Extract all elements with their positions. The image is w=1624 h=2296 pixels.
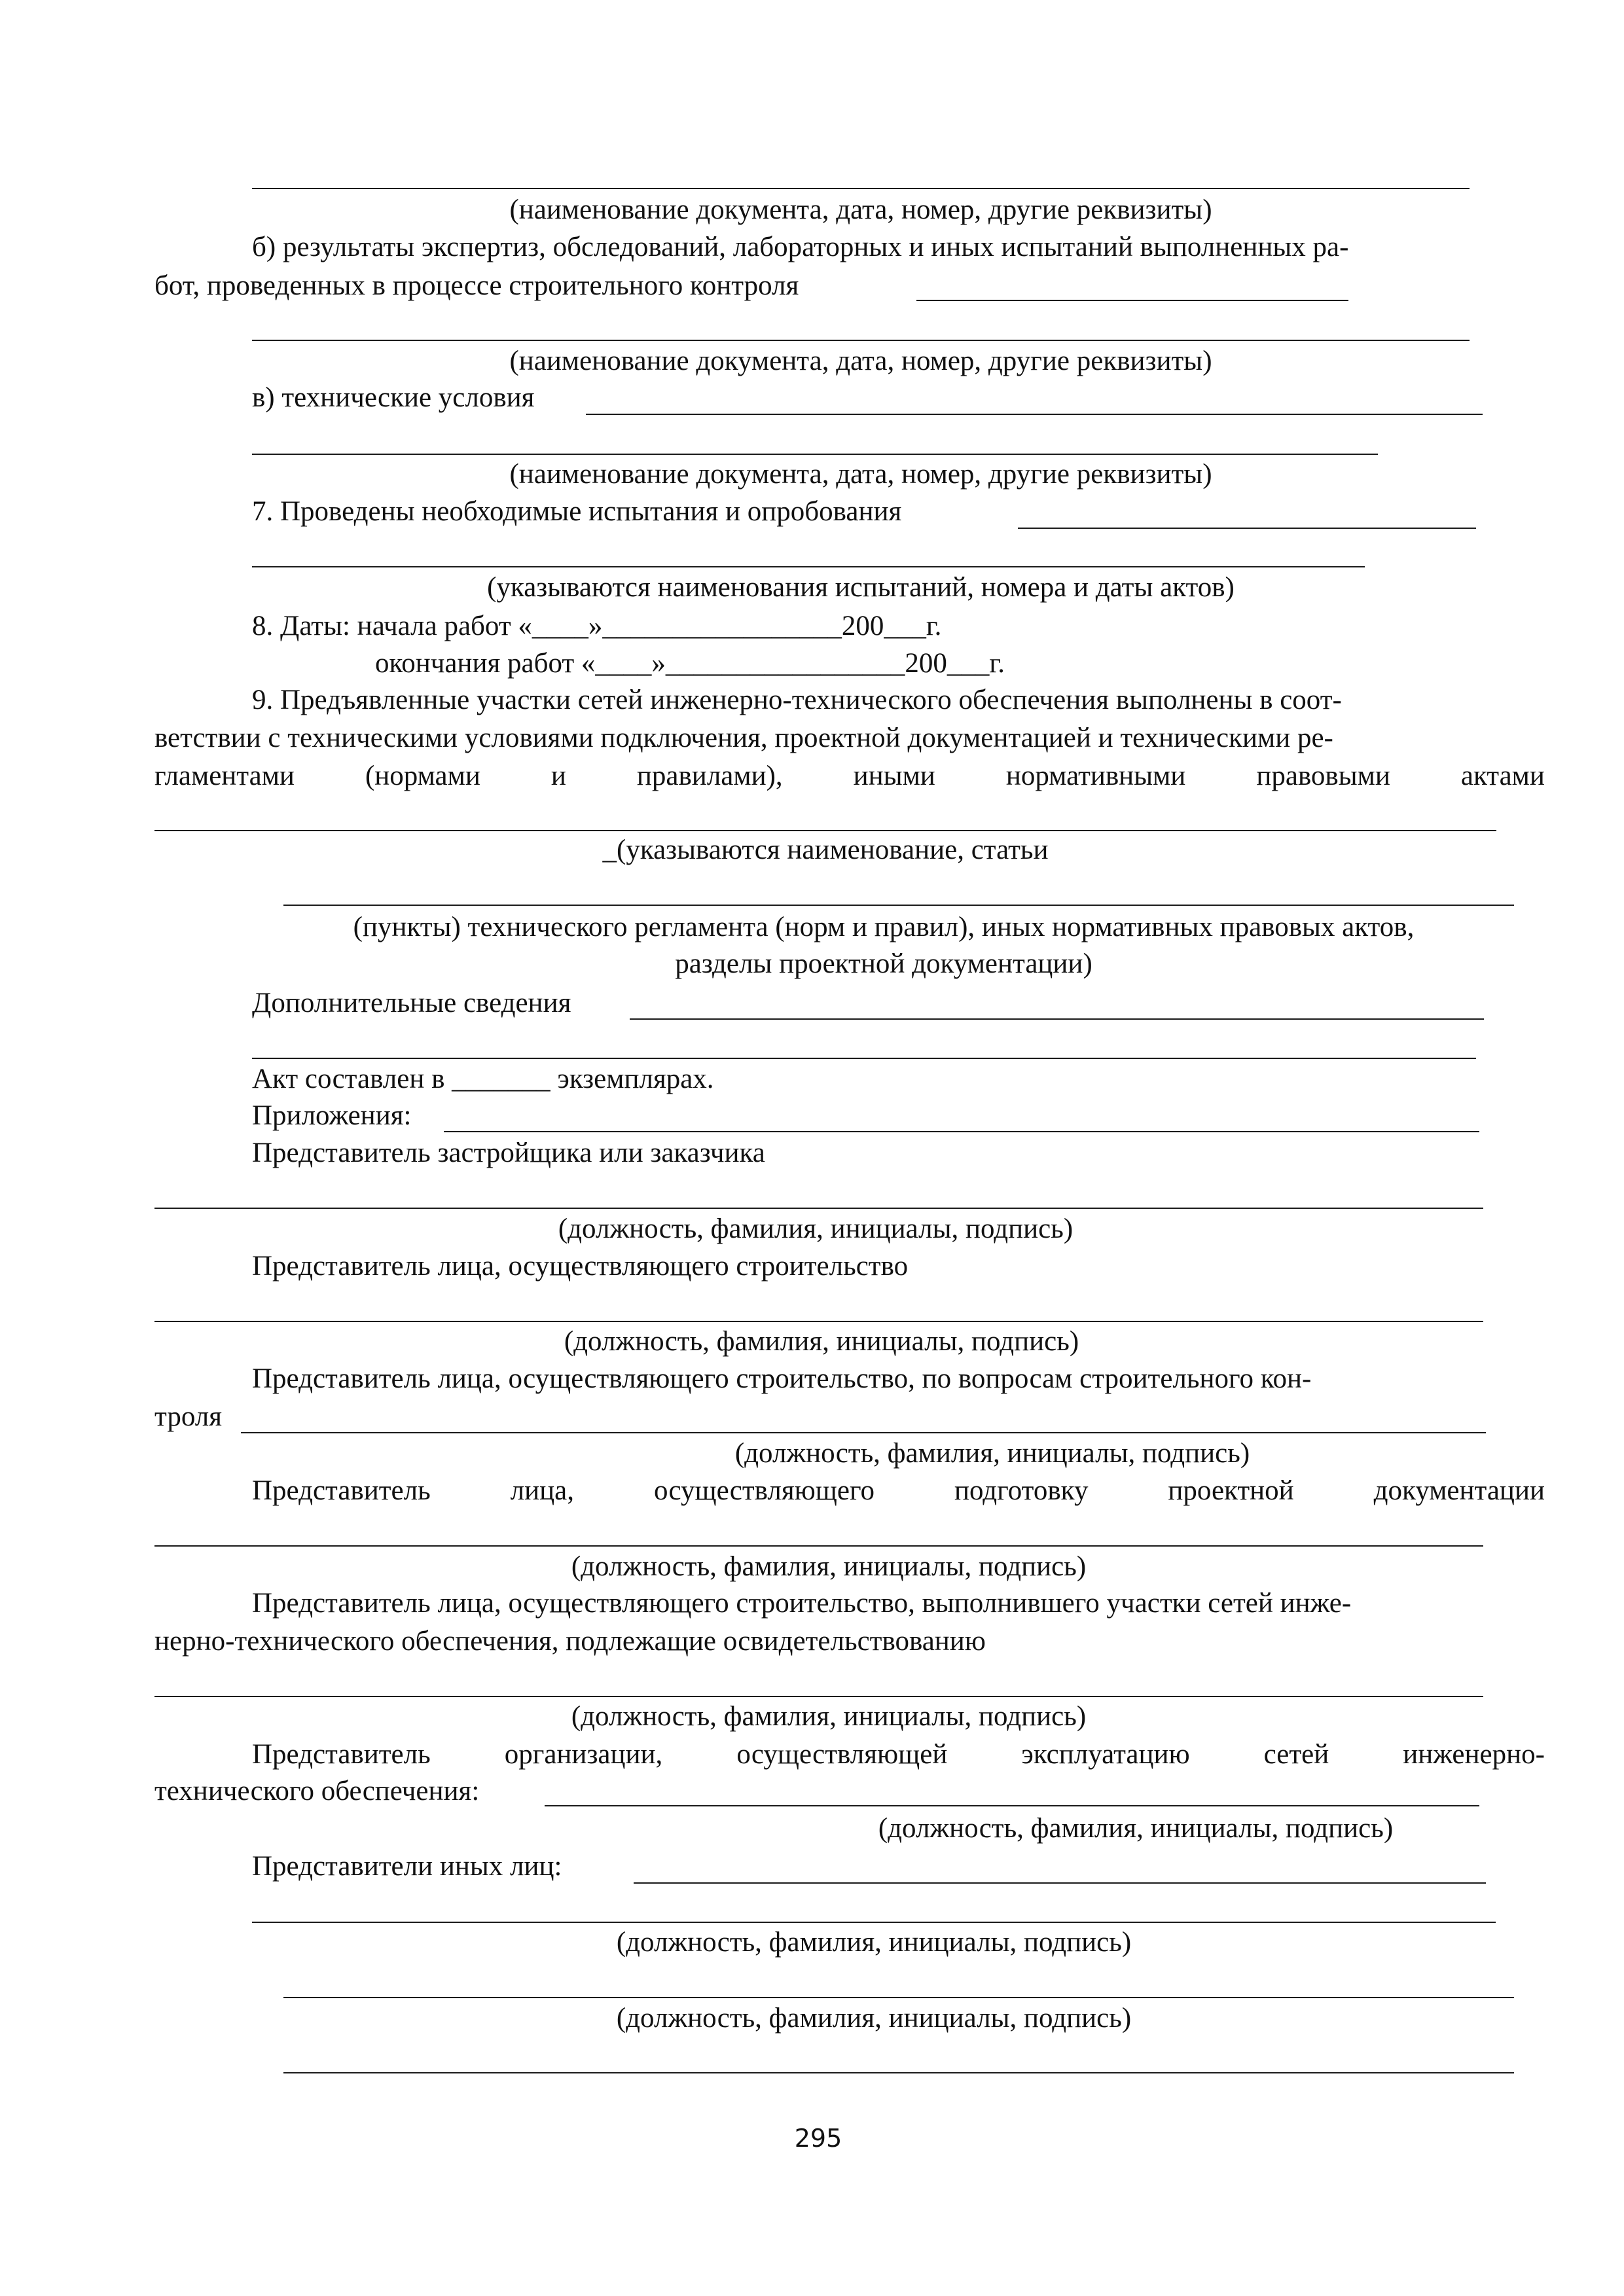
item-v-label: в) технические условия <box>252 382 535 413</box>
item-7-label: 7. Проведены необходимые испытания и опробования <box>252 496 902 527</box>
attachments-label: Приложения: <box>252 1100 412 1131</box>
rep-operator-word: инженерно- <box>1403 1739 1545 1770</box>
act-copies: Акт составлен в _______ экземплярах. <box>252 1064 714 1094</box>
rep-design-word: подготовку <box>954 1475 1089 1506</box>
rep-operator-word: эксплуатацию <box>1021 1739 1190 1770</box>
item-b-line1: б) результаты экспертиз, обследований, лабораторных и иных испытаний выполненных ра- <box>252 232 1349 262</box>
rep-operator-word: Представитель <box>252 1739 431 1770</box>
item-b-line2: бот, проведенных в процессе строительного контроля <box>154 270 799 301</box>
item-9-line3-word: и <box>550 761 566 791</box>
rep-executor-line1: Представитель лица, осуществляющего строительство, выполнившего участки сетей инже- <box>252 1588 1352 1619</box>
fill-line <box>916 300 1348 301</box>
item-9-line3 <box>154 760 1545 793</box>
item-9-line2: ветствии с техническими условиями подключения, проектной документацией и техническими ре- <box>154 723 1333 753</box>
fill-line <box>283 2072 1514 2073</box>
caption-doc-2: (наименование документа, дата, номер, другие реквизиты) <box>509 346 1212 376</box>
rep-design-word: лица, <box>510 1475 574 1506</box>
fill-line <box>154 1696 1483 1697</box>
fill-line <box>630 1018 1484 1020</box>
item-9-line3-word: гламентами <box>154 761 295 791</box>
fill-line <box>444 1131 1479 1132</box>
item-9-line3-word: правовыми <box>1256 761 1390 791</box>
fill-line <box>241 1432 1486 1433</box>
rep-operator-line2: технического обеспечения: <box>154 1776 480 1806</box>
item-9-line3-word: правилами), <box>636 761 783 791</box>
page-number: 295 <box>794 2124 842 2153</box>
rep-operator-word: сетей <box>1263 1739 1329 1770</box>
fill-line <box>154 830 1496 831</box>
fill-line <box>283 1997 1514 1998</box>
rep-design-word: документации <box>1373 1475 1545 1506</box>
rep-customer-label: Представитель застройщика или заказчика <box>252 1138 765 1168</box>
rep-operator-word: осуществляющей <box>736 1739 948 1770</box>
fill-line <box>1018 528 1476 529</box>
rep-design-word: проектной <box>1168 1475 1294 1506</box>
fill-line <box>154 1545 1483 1547</box>
caption-signature-5: (должность, фамилия, инициалы, подпись) <box>571 1701 1087 1732</box>
fill-line <box>252 566 1365 567</box>
fill-line <box>634 1882 1486 1884</box>
fill-line <box>283 905 1514 906</box>
caption-tests: (указываются наименования испытаний, номера и даты актов) <box>487 572 1235 603</box>
caption-doc-1: (наименование документа, дата, номер, другие реквизиты) <box>509 194 1212 225</box>
rep-design-label <box>252 1475 1545 1507</box>
caption-doc-3: (наименование документа, дата, номер, другие реквизиты) <box>509 459 1212 490</box>
caption-signature-1: (должность, фамилия, инициалы, подпись) <box>558 1213 1074 1244</box>
item-9-caption2: (пункты) технического регламента (норм и правил), иных нормативных правовых актов, <box>353 912 1415 942</box>
caption-signature-2: (должность, фамилия, инициалы, подпись) <box>564 1326 1079 1357</box>
caption-signature-8: (должность, фамилия, инициалы, подпись) <box>616 2003 1132 2034</box>
fill-line <box>252 340 1470 341</box>
fill-line <box>545 1805 1479 1806</box>
rep-executor-line2: нерно-технического обеспечения, подлежащие освидетельствованию <box>154 1626 986 1657</box>
rep-builder-label: Представитель лица, осуществляющего строительство <box>252 1251 909 1282</box>
rep-operator-line1 <box>252 1738 1545 1771</box>
rep-control-line1: Представитель лица, осуществляющего строительство, по вопросам строительного кон- <box>252 1363 1312 1394</box>
rep-others-label: Представители иных лиц: <box>252 1851 562 1882</box>
item-9-line3-word: нормативными <box>1005 761 1186 791</box>
fill-line <box>154 1321 1483 1322</box>
fill-line <box>252 1922 1496 1923</box>
item-8-end: окончания работ «____»_________________200___г. <box>375 648 1005 679</box>
item-9-line3-word: иными <box>853 761 935 791</box>
item-9-caption3: разделы проектной документации) <box>675 948 1092 979</box>
fill-line <box>154 1208 1483 1209</box>
fill-line <box>252 454 1378 455</box>
item-8-start: 8. Даты: начала работ «____»_________________200___г. <box>252 611 942 641</box>
additional-info-label: Дополнительные сведения <box>252 988 571 1018</box>
rep-control-line2: троля <box>154 1401 222 1432</box>
rep-operator-word: организации, <box>504 1739 663 1770</box>
item-9-line1: 9. Предъявленные участки сетей инженерно-технического обеспечения выполнены в соот- <box>252 685 1342 715</box>
caption-signature-6: (должность, фамилия, инициалы, подпись) <box>878 1813 1394 1844</box>
item-9-line3-word: (нормами <box>365 761 480 791</box>
fill-line <box>586 414 1483 415</box>
fill-line <box>252 1058 1476 1059</box>
fill-line <box>252 188 1470 189</box>
item-9-caption1: _(указываются наименование, статьи <box>602 834 1049 865</box>
item-9-line3-word: актами <box>1460 761 1545 791</box>
caption-signature-4: (должность, фамилия, инициалы, подпись) <box>571 1551 1087 1582</box>
rep-design-word: осуществляющего <box>653 1475 875 1506</box>
caption-signature-7: (должность, фамилия, инициалы, подпись) <box>616 1927 1132 1958</box>
rep-design-word: Представитель <box>252 1475 431 1506</box>
caption-signature-3: (должность, фамилия, инициалы, подпись) <box>734 1438 1250 1469</box>
